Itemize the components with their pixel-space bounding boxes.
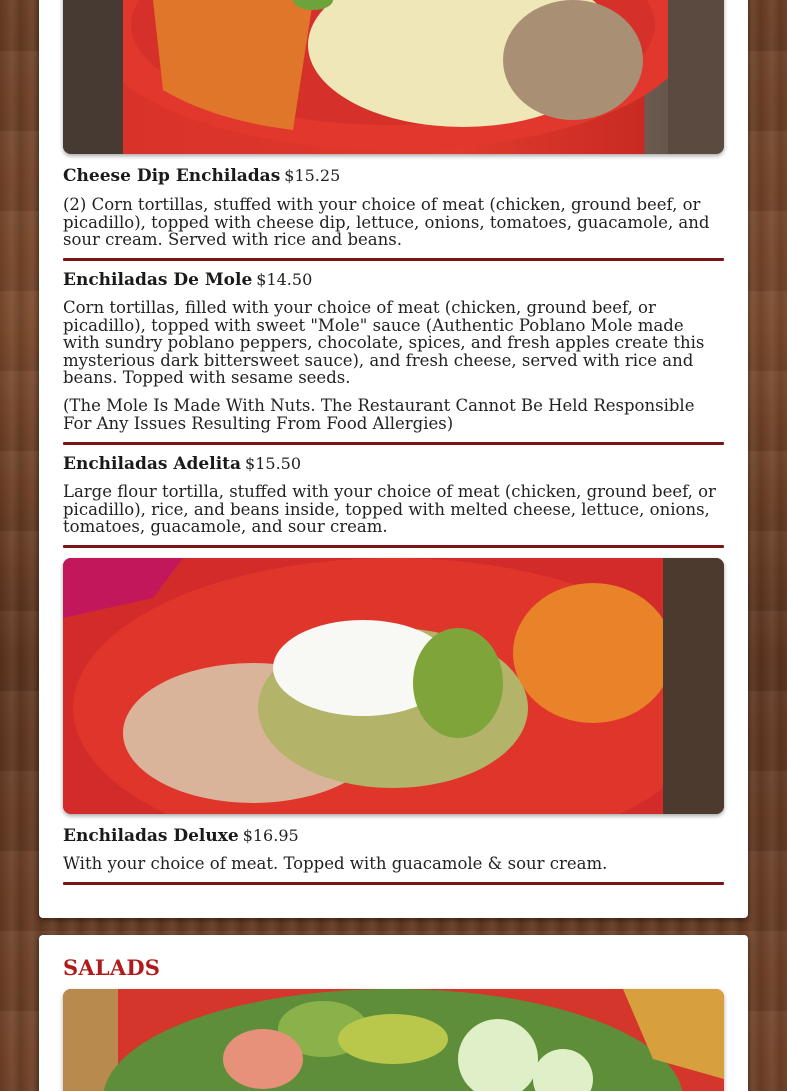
salads-card [39,935,748,1091]
divider [63,258,724,261]
divider [63,545,724,548]
plate-illustration [63,0,724,154]
item-enchiladas-de-mole [63,270,724,432]
item-price: $15.25 [284,166,341,185]
item-price: $16.95 [242,826,299,845]
item-enchiladas-deluxe [63,826,724,873]
divider [63,442,724,445]
item-description: With your choice of meat. Topped with guacamole & sour cream. [63,854,608,873]
plate-illustration [63,558,724,814]
allergy-note: (The Mole Is Made With Nuts. The Restaurant Cannot Be Held Responsible For Any Issues Resulting From Food Allergies) [63,395,695,433]
item-title: Cheese Dip Enchiladas [63,166,281,186]
item-title: Enchiladas De Mole [63,270,253,290]
item-description: (2) Corn tortillas, stuffed with your choice of meat (chicken, ground beef, or picadillo), topped with cheese dip, lettuce, onions, tomatoes, guacamole, and sour cream. Served with rice and beans. [63,195,710,250]
item-price: $14.50 [256,270,313,289]
item-cheese-dip-enchiladas [63,166,724,249]
menu-card [39,0,748,918]
item-description: Large flour tortilla, stuffed with your choice of meat (chicken, ground beef, or picadillo), rice, and beans inside, topped with melted cheese, lettuce, onions, tomatoes, guacamole, and sour cream. [63,482,716,537]
enchiladas-deluxe-photo [63,558,724,814]
divider [63,882,724,885]
cheese-dip-enchiladas-photo [63,0,724,154]
item-enchiladas-adelita [63,454,724,536]
salad-illustration [63,989,724,1091]
item-title: Enchiladas Deluxe [63,826,239,846]
item-title: Enchiladas Adelita [63,454,242,474]
section-title: SALADS [63,955,161,980]
salad-photo [63,989,724,1091]
item-price: $15.50 [245,454,302,473]
item-description: Corn tortillas, filled with your choice of meat (chicken, ground beef, or picadillo), topped with sweet "Mole" sauce (Authentic Poblano Mole made with sundry poblano peppers, chocolate, spices, and fresh apples create this mysterious dark bittersweet sauce), and fresh cheese, served with rice and beans. Topped with sesame seeds. [63,298,705,388]
